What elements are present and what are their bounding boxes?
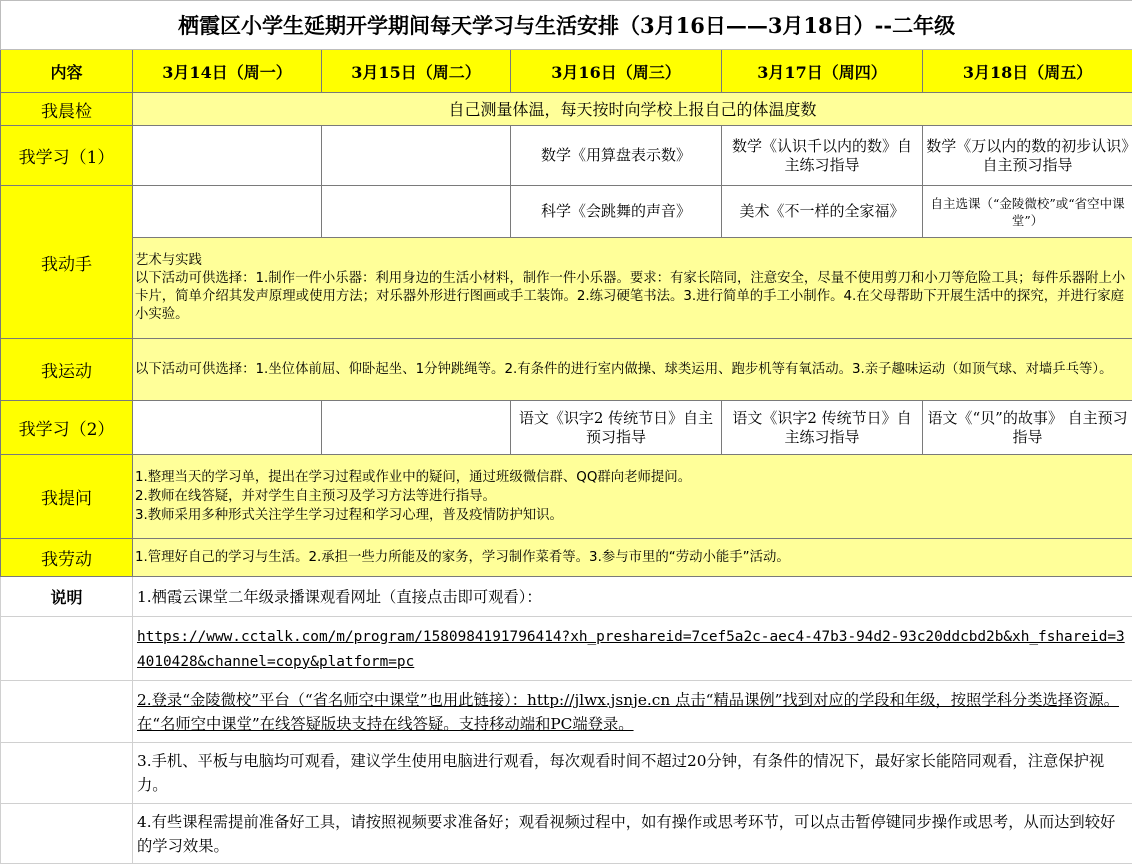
cctalk-link[interactable]: https://www.cctalk.com/m/program/1580984191796414?xh_preshareid=7cef5a2c-aec4-47b3-94d2-93c20ddcbd2b&xh_fshareid=34010428&channel=copy&platform=pc xyxy=(137,629,1125,670)
header-fri: 3月18日（周五） xyxy=(923,50,1132,93)
handson-fri: 自主选课（“金陵微校”或“省空中课堂”） xyxy=(923,186,1132,238)
handson-thu: 美术《不一样的全家福》 xyxy=(722,186,923,238)
labor-text: 1.管理好自己的学习与生活。2.承担一些力所能及的家务，学习制作菜肴等。3.参与市里的“劳动小能手”活动。 xyxy=(133,539,1132,577)
header-thu: 3月17日（周四） xyxy=(722,50,923,93)
study2-fri: 语文《“贝”的故事》 自主预习指导 xyxy=(923,401,1132,455)
notes-label: 说明 xyxy=(1,577,133,617)
ask-row xyxy=(1,455,1132,539)
note-link-cell xyxy=(133,617,1132,681)
study1-row xyxy=(1,126,1132,186)
note-2[interactable]: 2.登录“金陵微校”平台（“省名师空中课堂”也用此链接）：http://jlwx.jsnje.cn 点击“精品课例”找到对应的学段和年级，按照学科分类选择资源。在“名师空中课堂”在线答疑版块支持在线答疑。支持移动端和PC端登录。 xyxy=(133,681,1132,743)
header-wed: 3月16日（周三） xyxy=(511,50,722,93)
blank-label-cell xyxy=(1,743,133,804)
study1-fri: 数学《万以内的数的初步认识》自主预习指导 xyxy=(923,126,1132,186)
page-title: 栖霞区小学生延期开学期间每天学习与生活安排（3月16日——3月18日）--二年级 xyxy=(1,1,1132,50)
notes-row-3 xyxy=(1,743,1132,804)
study1-label: 我学习（1） xyxy=(1,126,133,186)
header-mon: 3月14日（周一） xyxy=(133,50,322,93)
study2-label: 我学习（2） xyxy=(1,401,133,455)
exercise-text: 以下活动可供选择：1.坐位体前屈、仰卧起坐、1分钟跳绳等。2.有条件的进行室内做操、球类运用、跑步机等有氧活动。3.亲子趣味运动（如顶气球、对墙乒乓等）。 xyxy=(133,339,1132,401)
note-4: 4.有些课程需提前准备好工具，请按照视频要求准备好；观看视频过程中，如有操作或思考环节，可以点击暂停键同步操作或思考，从而达到较好的学习效果。 xyxy=(133,804,1132,864)
exercise-row xyxy=(1,339,1132,401)
notes-row-link xyxy=(1,617,1132,681)
study1-mon xyxy=(133,126,322,186)
notes-row-1 xyxy=(1,577,1132,617)
exercise-label: 我运动 xyxy=(1,339,133,401)
morning-check-label: 我晨检 xyxy=(1,93,133,126)
ask-line-3: 3.教师采用多种形式关注学生学习过程和学习心理，普及疫情防护知识。 xyxy=(135,506,1130,525)
handson-label: 我动手 xyxy=(1,186,133,339)
ask-line-2: 2.教师在线答疑，并对学生自主预习及学习方法等进行指导。 xyxy=(135,487,1130,506)
labor-row xyxy=(1,539,1132,577)
morning-check-row xyxy=(1,93,1132,126)
handson-tue xyxy=(322,186,511,238)
ask-label: 我提问 xyxy=(1,455,133,539)
header-tue: 3月15日（周二） xyxy=(322,50,511,93)
ask-cell xyxy=(133,455,1132,539)
study2-tue xyxy=(322,401,511,455)
handson-mon xyxy=(133,186,322,238)
handson-wed: 科学《会跳舞的声音》 xyxy=(511,186,722,238)
study1-wed: 数学《用算盘表示数》 xyxy=(511,126,722,186)
blank-label-cell xyxy=(1,804,133,864)
study2-thu: 语文《识字2 传统节日》自主练习指导 xyxy=(722,401,923,455)
header-content: 内容 xyxy=(1,50,133,93)
note-1: 1.栖霞云课堂二年级录播课观看网址（直接点击即可观看）： xyxy=(133,577,1132,617)
art-practice-cell xyxy=(133,238,1132,339)
notes-row-2 xyxy=(1,681,1132,743)
labor-label: 我劳动 xyxy=(1,539,133,577)
art-row xyxy=(1,238,1132,339)
blank-label-cell xyxy=(1,681,133,743)
header-row xyxy=(1,50,1132,93)
study2-row xyxy=(1,401,1132,455)
ask-line-1: 1.整理当天的学习单，提出在学习过程或作业中的疑问，通过班级微信群、QQ群向老师提问。 xyxy=(135,468,1130,487)
note-3: 3.手机、平板与电脑均可观看，建议学生使用电脑进行观看，每次观看时间不超过20分钟，有条件的情况下，最好家长能陪同观看，注意保护视力。 xyxy=(133,743,1132,804)
study2-wed: 语文《识字2 传统节日》自主预习指导 xyxy=(511,401,722,455)
study1-tue xyxy=(322,126,511,186)
art-practice-text: 以下活动可供选择：1.制作一件小乐器：利用身边的生活小材料，制作一件小乐器。要求：有家长陪同，注意安全，尽量不使用剪刀和小刀等危险工具；每件乐器附上小卡片，简单介绍其发声原理或使用方法；对乐器外形进行图画或手工装饰。2.练习硬笔书法。3.进行简单的手工小制作。4.在父母帮助下开展生活中的探究，并进行家庭小实验。 xyxy=(135,270,1130,324)
morning-check-text: 自己测量体温，每天按时向学校上报自己的体温度数 xyxy=(133,93,1132,126)
art-practice-title: 艺术与实践 xyxy=(135,252,1130,270)
study1-thu: 数学《认识千以内的数》自主练习指导 xyxy=(722,126,923,186)
blank-label-cell xyxy=(1,617,133,681)
notes-row-4 xyxy=(1,804,1132,864)
study2-mon xyxy=(133,401,322,455)
handson-row xyxy=(1,186,1132,238)
